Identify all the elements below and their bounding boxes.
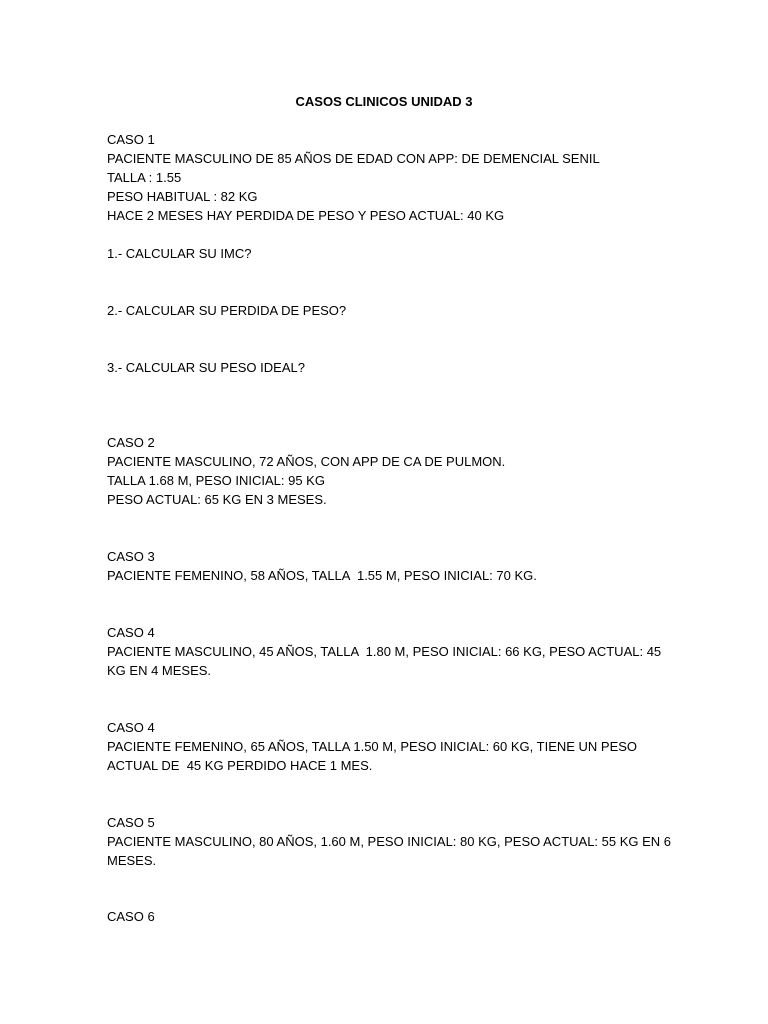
case-2-height-weight-line: TALLA 1.68 M, PESO INICIAL: 95 KG <box>107 473 325 488</box>
case-1-usual-weight-line: PESO HABITUAL : 82 KG <box>107 189 258 204</box>
case-2-heading: CASO 2 <box>107 435 155 450</box>
case-4-heading: CASO 4 <box>107 625 155 640</box>
case-5-heading: CASO 5 <box>107 815 155 830</box>
case-5-patient-line: PACIENTE MASCULINO, 80 AÑOS, 1.60 M, PESO INICIAL: 80 KG, PESO ACTUAL: 55 KG EN 6 <box>107 834 672 849</box>
case-6-heading: CASO 6 <box>107 909 155 924</box>
document-title: CASOS CLINICOS UNIDAD 3 <box>295 94 473 109</box>
case-4b-patient-line-cont: ACTUAL DE 45 KG PERDIDO HACE 1 MES. <box>107 758 373 773</box>
case-2-current-weight-line: PESO ACTUAL: 65 KG EN 3 MESES. <box>107 492 327 507</box>
case-4b-heading: CASO 4 <box>107 720 155 735</box>
case-1-heading: CASO 1 <box>107 132 155 147</box>
case-3-heading: CASO 3 <box>107 549 155 564</box>
case-4-patient-line-cont: KG EN 4 MESES. <box>107 663 212 678</box>
question-2: 2.- CALCULAR SU PERDIDA DE PESO? <box>107 303 347 318</box>
case-2-patient-line: PACIENTE MASCULINO, 72 AÑOS, CON APP DE CA DE PULMON. <box>107 454 506 469</box>
case-4-patient-line: PACIENTE MASCULINO, 45 AÑOS, TALLA 1.80 M, PESO INICIAL: 66 KG, PESO ACTUAL: 45 <box>107 644 662 659</box>
case-5-patient-line-cont: MESES. <box>107 853 157 868</box>
case-1-height-line: TALLA : 1.55 <box>107 170 182 185</box>
question-3: 3.- CALCULAR SU PESO IDEAL? <box>107 360 305 375</box>
case-1-weight-loss-line: HACE 2 MESES HAY PERDIDA DE PESO Y PESO ACTUAL: 40 KG <box>107 208 505 223</box>
case-3-patient-line: PACIENTE FEMENINO, 58 AÑOS, TALLA 1.55 M, PESO INICIAL: 70 KG. <box>107 568 537 583</box>
case-4b-patient-line: PACIENTE FEMENINO, 65 AÑOS, TALLA 1.50 M, PESO INICIAL: 60 KG, TIENE UN PESO <box>107 739 638 754</box>
question-1: 1.- CALCULAR SU IMC? <box>107 246 252 261</box>
case-1-patient-line: PACIENTE MASCULINO DE 85 AÑOS DE EDAD CON APP: DE DEMENCIAL SENIL <box>107 151 600 166</box>
